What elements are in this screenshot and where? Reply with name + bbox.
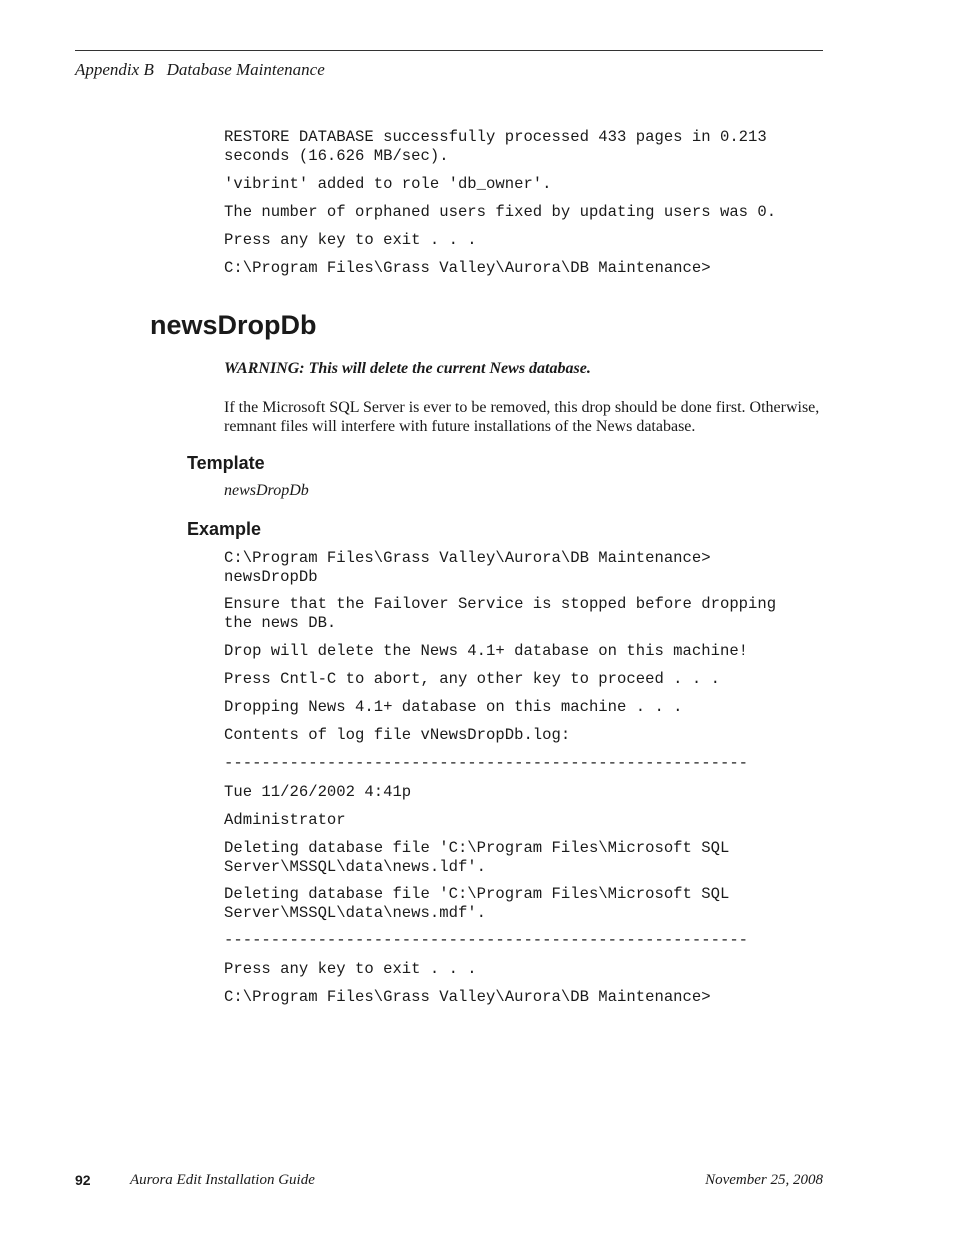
running-head: Appendix B Database Maintenance xyxy=(75,60,325,79)
output-line: C:\Program Files\Grass Valley\Aurora\DB Maintenance> xyxy=(224,259,711,277)
warning-text: WARNING: This will delete the current News database. xyxy=(224,360,591,377)
example-line: Drop will delete the News 4.1+ database on this machine! xyxy=(224,642,749,660)
example-heading: Example xyxy=(187,519,262,539)
description-paragraph: If the Microsoft SQL Server is ever to be removed, this drop should be done first. Otherwise, remnant files will interfere with future installations of the News database. xyxy=(224,399,820,435)
example-line: Press any key to exit . . . xyxy=(224,960,477,978)
output-line: RESTORE DATABASE successfully processed 433 pages in 0.213 seconds (16.626 MB/sec). xyxy=(224,128,767,165)
output-line: 'vibrint' added to role 'db_owner'. xyxy=(224,175,552,193)
example-line: Administrator xyxy=(224,811,346,829)
footer-date: November 25, 2008 xyxy=(705,1172,823,1188)
separator-line: -------------------------------------------------------- xyxy=(224,931,749,949)
section-title: newsDropDb xyxy=(150,310,317,340)
header-rule xyxy=(75,50,823,51)
output-line: Press any key to exit . . . xyxy=(224,231,477,249)
example-line: C:\Program Files\Grass Valley\Aurora\DB Maintenance> newsDropDb xyxy=(224,549,711,586)
example-line: Dropping News 4.1+ database on this machine . . . xyxy=(224,698,683,716)
example-line: Press Cntl-C to abort, any other key to proceed . . . xyxy=(224,670,720,688)
example-line: Deleting database file 'C:\Program Files\Microsoft SQL Server\MSSQL\data\news.ldf'. xyxy=(224,839,730,876)
separator-line: -------------------------------------------------------- xyxy=(224,754,749,772)
example-line: Deleting database file 'C:\Program Files\Microsoft SQL Server\MSSQL\data\news.mdf'. xyxy=(224,885,730,922)
template-value: newsDropDb xyxy=(224,482,309,499)
example-line: Ensure that the Failover Service is stopped before dropping the news DB. xyxy=(224,595,777,632)
example-line: Tue 11/26/2002 4:41p xyxy=(224,783,412,801)
template-heading: Template xyxy=(187,453,265,473)
output-line: The number of orphaned users fixed by updating users was 0. xyxy=(224,203,777,221)
example-line: C:\Program Files\Grass Valley\Aurora\DB Maintenance> xyxy=(224,988,711,1006)
example-line: Contents of log file vNewsDropDb.log: xyxy=(224,726,571,744)
footer-doc-title: Aurora Edit Installation Guide xyxy=(130,1172,315,1188)
page-number: 92 xyxy=(75,1172,91,1188)
